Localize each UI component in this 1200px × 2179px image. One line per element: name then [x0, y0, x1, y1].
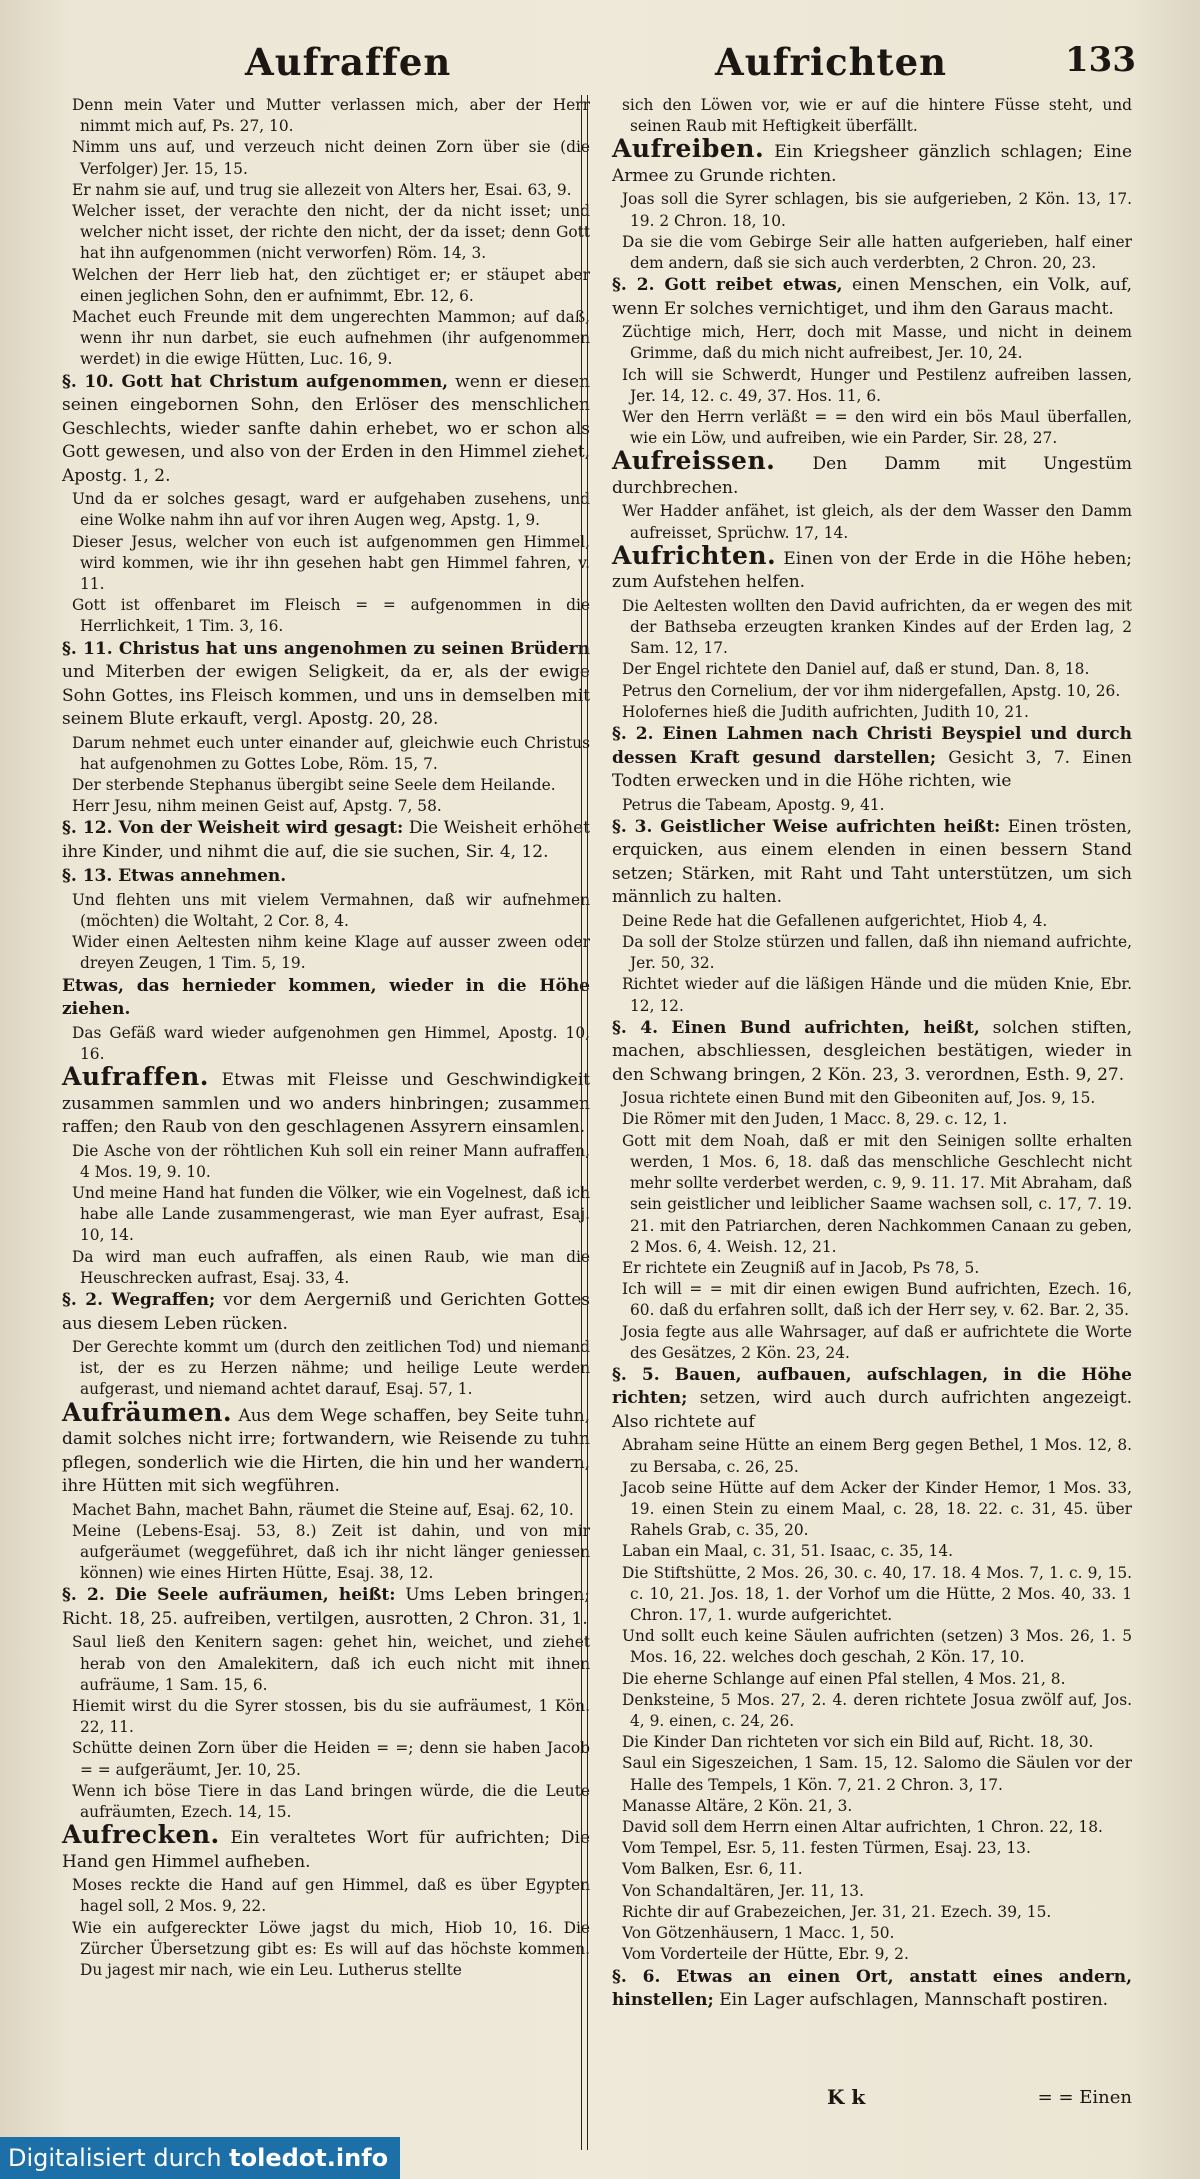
entry-text: Den Damm mit Ungestüm durchbrechen.: [612, 454, 1133, 498]
entry-text: Der Gerechte kommt um (durch den zeitlichen Tod) und niemand ist, der es zu Herzen nähme; und heilige Leute werden aufgerast, und niemand achtet darauf, Esaj. 57, 1.: [72, 1338, 590, 1399]
citation: [72, 1875, 590, 1917]
entry-paragraph: [62, 975, 590, 1022]
citation: [622, 932, 1132, 974]
citation: [72, 1696, 590, 1738]
entry-text: Da sie die vom Gebirge Seir alle hatten aufgerieben, half einer dem andern, daß sie sich auch verderbten, 2 Chron. 20, 23.: [622, 232, 1132, 273]
citation: [72, 1781, 590, 1823]
citation: [622, 1109, 1132, 1130]
entry-text: Joas soll die Syrer schlagen, bis sie aufgerieben, 2 Kön. 13, 17. 19. 2 Chron. 18, 10.: [622, 190, 1132, 230]
entry-text: Einen trösten, erquicken, aus einem elenden in einen bessern Stand setzen; Stärken, mit Raht und Taht unterstützen, um sich männlich zu halten.: [612, 816, 1132, 908]
entry-text: Ein Kriegsheer gänzlich schlagen; Eine Armee zu Grunde richten.: [612, 142, 1133, 186]
banner-prefix: Digitalisiert durch: [8, 2144, 230, 2172]
citation: [72, 1738, 590, 1780]
entry-text: Ums Leben bringen; Richt. 18, 25. aufreiben, vertilgen, ausrotten, 2 Chron. 31, 1.: [62, 1585, 590, 1629]
entry-text: Josia fegte aus alle Wahrsager, auf daß er aufrichtete die Worte des Gesätzes, 2 Kön. 23, 24.: [622, 1322, 1132, 1362]
citation: [622, 365, 1132, 407]
entry-paragraph: [62, 371, 590, 489]
citation: [72, 1918, 590, 1982]
entry-text: Und flehten uns mit vielem Vermahnen, daß wir aufnehmen (möchten) die Woltaht, 2 Cor. 8, 4.: [72, 890, 590, 931]
entry-text: Da soll der Stolze stürzen und fallen, daß ihn niemand aufrichte, Jer. 50, 32.: [622, 932, 1132, 973]
entry-paragraph: [62, 638, 590, 732]
entry-text: Züchtige mich, Herr, doch mit Masse, und nicht in deinem Grimme, daß du mich nicht aufreibest, Jer. 10, 24.: [622, 323, 1132, 363]
entry-text: Da wird man euch aufraffen, als einen Raub, wie man die Heuschrecken aufrast, Esaj. 33, 4.: [72, 1247, 590, 1287]
entry-text: Der Engel richtete den Daniel auf, daß er stund, Dan. 8, 18.: [622, 660, 1090, 679]
citation: [72, 1183, 590, 1247]
entry-text: Das Gefäß ward wieder aufgenohmen gen Himmel, Apostg. 10, 16.: [72, 1023, 590, 1063]
entry-paragraph: [612, 1966, 1132, 2013]
citation: [622, 1258, 1132, 1279]
section-heading: Etwas, das hernieder kommen, wieder in die Höhe ziehen.: [62, 975, 590, 1020]
entry-text: Jacob seine Hütte auf dem Acker der Kinder Hemor, 1 Mos. 33, 19. einen Stein zu einem Maal, c. 28, 18. 22. c. 31, 45. über Rahels Grab, c. 35, 20.: [622, 1478, 1132, 1540]
citation: [72, 201, 590, 265]
citation: [622, 1541, 1132, 1562]
entry-text: Er nahm sie auf, und trug sie allezeit von Alters her, Esai. 63, 9.: [72, 180, 572, 199]
citation: [622, 702, 1132, 723]
citation: [622, 1690, 1132, 1732]
entry-text: Schütte deinen Zorn über die Heiden = =; denn sie haben Jacob = = aufgeräumt, Jer. 10, 25.: [72, 1739, 590, 1779]
entry-text: Wider einen Aeltesten nihm keine Klage auf ausser zween oder dreyen Zeugen, 1 Tim. 5, 19.: [72, 933, 590, 973]
entry-text: Richtet wieder auf die läßigen Hände und die müden Knie, Ebr. 12, 12.: [622, 975, 1132, 1015]
entry-text: Die Römer mit den Juden, 1 Macc. 8, 29. c. 12, 1.: [622, 1110, 1008, 1129]
entry-text: Wenn ich böse Tiere in das Land bringen würde, die die Leute aufräumten, Ezech. 14, 15.: [72, 1781, 590, 1822]
citation: [622, 1322, 1132, 1364]
citation: [622, 322, 1132, 364]
entry-text: wenn er diesen seinen eingebornen Sohn, den Erlöser des menschlichen Geschlechts, wieder sanfte dahin erhebet, wo er schon als Gott gewesen, und also von der Erden in den Himmel ziehet, Apostg. 1, 2.: [62, 371, 590, 486]
entry-text: Dieser Jesus, welcher von euch ist aufgenommen gen Himmel, wird kommen, wie ihr ihn gesehen habt gen Himmel fahren, v. 11.: [72, 532, 590, 593]
entry-text: Machet Bahn, machet Bahn, räumet die Steine auf, Esaj. 62, 10.: [72, 1500, 574, 1519]
section-heading: §. 12. Von der Weisheit wird gesagt:: [62, 818, 404, 839]
entry-text: Darum nehmet euch unter einander auf, gleichwie euch Christus hat aufgenohmen zu Gottes Lobe, Röm. 15, 7.: [72, 733, 590, 773]
entry-headword: Aufreissen.: [612, 446, 776, 476]
entry-text: Der sterbende Stephanus übergibt seine Seele dem Heilande.: [72, 775, 556, 794]
signature-mark: K k: [827, 2085, 866, 2109]
entry-text: Aus dem Wege schaffen, bey Seite tuhn, damit solches nicht irre; fortwandern, wie Reisende zu tuhn pflegen, sonderlich wie die Hirten, die hin und her wandern, ihre Hütten mit sich wegführen.: [62, 1405, 590, 1497]
entry-paragraph: [612, 446, 1133, 500]
entry-text: Und meine Hand hat funden die Völker, wie ein Vogelnest, daß ich habe alle Lande zusammengerast, wie man Eyer aufrast, Esaj. 10, 14.: [72, 1184, 590, 1245]
citation: [622, 1944, 1132, 1965]
citation: [622, 1279, 1132, 1321]
entry-text: Deine Rede hat die Gefallenen aufgerichtet, Hiob 4, 4.: [622, 911, 1048, 930]
citation: [72, 775, 590, 796]
right-running-title: Aufrichten: [715, 40, 948, 84]
citation: [72, 532, 590, 596]
entry-text: Gott mit dem Noah, daß er mit den Seinigen sollte erhalten werden, 1 Mos. 6, 18. daß das menschliche Geschlecht nicht mehr sollte verderbet werden, c. 9, 9. 11. 17. Mit Abraham, daß sein geistlicher und leiblicher Saame wachsen soll, c. 17, 7. 19. 21. mit den Patriarchen, deren Nachkommen Canaan zu geben, 2 Mos. 6, 4. Weish. 12, 21.: [622, 1131, 1132, 1256]
entry-text: Die Aeltesten wollten den David aufrichten, da er wegen des mit der Bathseba erzeugten kranken Kindes auf der Erden lag, 2 Sam. 12, 17.: [622, 596, 1132, 658]
entry-paragraph: [612, 1017, 1132, 1088]
entry-text: Vom Balken, Esr. 6, 11.: [622, 1860, 803, 1879]
entry-paragraph: [612, 723, 1132, 794]
entry-text: Etwas mit Fleisse und Geschwindigkeit zusammen sammlen und wo anders hinbringen; zusammen raffen; den Raub von den geschlagenen Assyrern einsamlen.: [62, 1070, 590, 1138]
entry-text: Die eherne Schlange auf einen Pfal stellen, 4 Mos. 21, 8.: [622, 1669, 1066, 1688]
entry-paragraph: [612, 134, 1133, 188]
entry-text: Josua richtete einen Bund mit den Gibeoniten auf, Jos. 9, 15.: [622, 1089, 1096, 1108]
entry-text: Wer Hadder anfähet, ist gleich, als der dem Wasser den Damm aufreisset, Sprüchw. 17, 14.: [622, 502, 1132, 542]
entry-text: Welchen der Herr lieb hat, den züchtiget er; er stäupet aber einen jeglichen Sohn, den er aufnimmt, Ebr. 12, 6.: [72, 265, 590, 305]
entry-paragraph: [62, 1062, 590, 1140]
citation: [72, 890, 590, 932]
entry-text: Wer den Herrn verläßt = = den wird ein bös Maul überfallen, wie ein Löw, und aufreiben, wie ein Parder, Sir. 28, 27.: [622, 408, 1132, 448]
entry-text: Manasse Altäre, 2 Kön. 21, 3.: [622, 1796, 853, 1815]
citation: [622, 501, 1132, 543]
entry-text: Nimm uns auf, und verzeuch nicht deinen Zorn über sie (die Verfolger) Jer. 15, 15.: [72, 138, 590, 178]
citation: [622, 1131, 1132, 1258]
entry-paragraph: [612, 816, 1132, 910]
running-head: [60, 40, 1140, 90]
entry-text: Die Weisheit erhöhet ihre Kinder, und nihmt die auf, die sie suchen, Sir. 4, 12.: [62, 818, 590, 862]
banner-brand-link[interactable]: toledot.info: [229, 2144, 389, 2172]
entry-text: Laban ein Maal, c. 31, 51. Isaac, c. 35, 14.: [622, 1542, 954, 1561]
entry-text: Die Asche von der röhtlichen Kuh soll ein reiner Mann aufraffen, 4 Mos. 19, 9. 10.: [72, 1141, 590, 1181]
citation: [622, 1563, 1132, 1627]
citation: [622, 189, 1132, 231]
citation: [622, 1796, 1132, 1817]
citation: [72, 1521, 590, 1585]
entry-text: solchen stiften, machen, abschliessen, desgleichen bestätigen, wieder in den Schwang bringen, 2 Kön. 23, 3. verordnen, Esth. 9, 27.: [612, 1017, 1132, 1085]
entry-text: Ein Lager aufschlagen, Mannschaft postiren.: [719, 1990, 1109, 2010]
entry-text: Von Götzenhäusern, 1 Macc. 1, 50.: [622, 1924, 895, 1943]
entry-text: Denksteine, 5 Mos. 27, 2. 4. deren richtete Josua zwölf auf, Jos. 4, 9. einen, c. 24, 26.: [622, 1690, 1132, 1731]
left-text-column: [62, 95, 590, 1981]
entry-paragraph: [62, 1820, 591, 1874]
entry-paragraph: [62, 865, 590, 889]
citation: [622, 407, 1132, 449]
citation: [622, 596, 1132, 660]
citation: [622, 1626, 1132, 1668]
citation: [622, 659, 1132, 680]
section-heading: §. 6. Etwas an einen Ort, anstatt eines andern, hinstellen;: [612, 1966, 1132, 2010]
citation: [622, 1923, 1132, 1944]
entry-text: Gesicht 3, 7. Einen Todten erwecken und in die Höhe richten, wie: [612, 747, 1132, 792]
entry-text: Herr Jesu, nihm meinen Geist auf, Apstg. 7, 58.: [72, 797, 442, 816]
section-heading: §. 13. Etwas annehmen.: [62, 866, 287, 887]
entry-headword: Aufrichten.: [612, 540, 777, 570]
citation: [622, 1478, 1132, 1542]
citation: [72, 137, 590, 179]
citation: [622, 232, 1132, 274]
entry-text: Machet euch Freunde mit dem ungerechten Mammon; auf daß, wenn ihr nun darbet, sie euch aufnehmen (ihr aufgenommen werdet) in die ewige Hütten, Luc. 16, 9.: [72, 308, 590, 369]
catchword-line: [612, 2085, 1132, 2115]
citation: [72, 1023, 590, 1065]
citation: [622, 1088, 1132, 1109]
section-heading: §. 10. Gott hat Christum aufgenommen,: [62, 371, 449, 392]
citation: [622, 1838, 1132, 1859]
entry-text: Von Schandaltären, Jer. 11, 13.: [622, 1881, 864, 1900]
citation: [622, 1732, 1132, 1753]
entry-text: David soll dem Herrn einen Altar aufrichten, 1 Chron. 22, 18.: [622, 1818, 1103, 1837]
digitization-banner[interactable]: [0, 2137, 400, 2179]
citation: [622, 681, 1132, 702]
citation: [72, 595, 590, 637]
entry-headword: Aufreiben.: [612, 134, 765, 164]
section-heading: §. 4. Einen Bund aufrichten, heißt,: [612, 1017, 980, 1038]
citation: [72, 733, 590, 775]
entry-paragraph: [62, 1289, 590, 1336]
entry-text: Er richtete ein Zeugniß auf in Jacob, Ps 78, 5.: [622, 1258, 980, 1277]
section-heading: §. 3. Geistlicher Weise aufrichten heißt:: [612, 816, 1001, 837]
entry-text: Vom Tempel, Esr. 5, 11. festen Türmen, Esaj. 23, 13.: [622, 1839, 1031, 1858]
citation: [622, 1669, 1132, 1690]
entry-text: Saul ließ den Kenitern sagen: gehet hin, weichet, und ziehet herab von den Amalekitern, daß ich euch nicht mit ihnen aufräume, 1 Sam. 15, 6.: [72, 1633, 590, 1694]
entry-text: Meine (Lebens-Esaj. 53, 8.) Zeit ist dahin, und von mir aufgeräumet (weggeführet, daß ich ihr nicht länger geniessen können) wie eines Hirten Hütte, Esaj. 38, 12.: [72, 1521, 590, 1583]
entry-text: Petrus die Tabeam, Apostg. 9, 41.: [622, 795, 885, 814]
citation: [622, 911, 1132, 932]
left-running-title: Aufraffen: [245, 40, 452, 84]
citation: [72, 1141, 590, 1183]
entry-text: Einen von der Erde in die Höhe heben; zum Aufstehen helfen.: [612, 548, 1133, 593]
citation: [622, 1881, 1132, 1902]
citation: [72, 307, 590, 371]
citation: [622, 1859, 1132, 1880]
entry-text: Hiemit wirst du die Syrer stossen, bis du sie aufräumest, 1 Kön. 22, 11.: [72, 1697, 590, 1737]
entry-text: Ein veraltetes Wort für aufrichten; Die Hand gen Himmel aufheben.: [62, 1828, 591, 1872]
citation: [622, 1435, 1132, 1477]
entry-text: Und sollt euch keine Säulen aufrichten (setzen) 3 Mos. 26, 1. 5 Mos. 16, 22. welches doch geschah, 2 Kön. 17, 10.: [622, 1627, 1132, 1667]
entry-text: Ich will = = mit dir einen ewigen Bund aufrichten, Ezech. 16, 60. daß du erfahren sollt, daß ich der Herr sey, v. 62. Bar. 2, 35.: [622, 1280, 1132, 1320]
entry-text: vor dem Aergerniß und Gerichten Gottes aus diesem Leben rücken.: [62, 1290, 590, 1334]
page-number: 133: [1065, 40, 1136, 80]
section-heading: §. 11. Christus hat uns angenohmen zu seinen Brüdern: [62, 638, 590, 659]
entry-text: Denn mein Vater und Mutter verlassen mich, aber der Herr nimmt mich auf, Ps. 27, 10.: [72, 96, 590, 136]
citation: [72, 95, 590, 137]
entry-paragraph: [612, 1364, 1132, 1435]
entry-text: Saul ein Sigeszeichen, 1 Sam. 15, 12. Salomo die Säulen vor der Halle des Tempels, 1 Kön. 7, 21. 2 Chron. 3, 17.: [622, 1754, 1132, 1794]
entry-paragraph: [612, 540, 1133, 595]
entry-text: Ich will sie Schwerdt, Hunger und Pestilenz aufreiben lassen, Jer. 14, 12. c. 49, 37. Hos. 11, 6.: [622, 365, 1132, 405]
entry-paragraph: [612, 274, 1132, 321]
entry-text: einen Menschen, ein Volk, auf, wenn Er solches vernichtiget, und ihm den Garaus macht.: [612, 275, 1132, 319]
citation: [622, 974, 1132, 1016]
citation: [622, 795, 1132, 816]
entry-text: Und da er solches gesagt, ward er aufgehaben zusehens, und eine Wolke nahm ihn auf vor ihren Augen weg, Apstg. 1, 9.: [72, 490, 590, 530]
entry-headword: Aufraffen.: [62, 1062, 209, 1092]
entry-text: Richte dir auf Grabezeichen, Jer. 31, 21. Ezech. 39, 15.: [622, 1902, 1052, 1921]
entry-text: setzen, wird auch durch aufrichten angezeigt. Also richtete auf: [612, 1388, 1132, 1432]
entry-text: Abraham seine Hütte an einem Berg gegen Bethel, 1 Mos. 12, 8. zu Bersaba, c. 26, 25.: [622, 1436, 1132, 1476]
entry-paragraph: [62, 1584, 590, 1631]
entry-text: Holofernes hieß die Judith aufrichten, Judith 10, 21.: [622, 702, 1029, 721]
section-heading: §. 2. Die Seele aufräumen, heißt:: [62, 1585, 396, 1606]
citation: [72, 1247, 590, 1289]
entry-paragraph: [62, 817, 590, 864]
entry-paragraph: [62, 1397, 590, 1499]
section-heading: §. 5. Bauen, aufbauen, aufschlagen, in die Höhe richten;: [612, 1364, 1132, 1409]
column-divider: [581, 95, 588, 2150]
entry-text: und Miterben der ewigen Seligkeit, da er, als der ewige Sohn Gottes, ins Fleisch kommen, und uns in demselben mit seinem Blute erkauft, vergl. Apostg. 20, 28.: [62, 662, 590, 730]
entry-text: Gott ist offenbaret im Fleisch = = aufgenommen in die Herrlichkeit, 1 Tim. 3, 16.: [72, 596, 590, 636]
catchword: = = Einen: [1037, 2087, 1132, 2108]
section-heading: §. 2. Wegraffen;: [62, 1290, 216, 1311]
entry-text: Vom Vorderteile der Hütte, Ebr. 9, 2.: [622, 1945, 909, 1964]
citation: [72, 489, 590, 531]
entry-headword: Aufrecken.: [62, 1820, 220, 1850]
citation: [72, 265, 590, 307]
citation: [622, 1902, 1132, 1923]
entry-text: sich den Löwen vor, wie er auf die hintere Füsse steht, und seinen Raub mit Heftigkeit überfällt.: [622, 96, 1132, 136]
citation: [622, 1817, 1132, 1838]
citation: [622, 1753, 1132, 1795]
citation: [622, 95, 1132, 137]
citation: [72, 1500, 590, 1521]
entry-headword: Aufräumen.: [62, 1397, 233, 1427]
section-heading: §. 2. Einen Lahmen nach Christi Beyspiel und durch dessen Kraft gesund darstellen;: [612, 724, 1132, 768]
citation: [72, 180, 590, 201]
section-heading: §. 2. Gott reibet etwas,: [612, 275, 843, 296]
entry-text: Die Stiftshütte, 2 Mos. 26, 30. c. 40, 17. 18. 4 Mos. 7, 1. c. 9, 15. c. 10, 21. Jos. 18, 1. der Vorhof um die Hütte, 2 Mos. 40, 33. 1 Chron. 17, 1. wurde aufgerichtet.: [622, 1563, 1132, 1625]
entry-text: Die Kinder Dan richteten vor sich ein Bild auf, Richt. 18, 30.: [622, 1733, 1094, 1752]
citation: [72, 1337, 590, 1401]
citation: [72, 932, 590, 974]
entry-text: Moses reckte die Hand auf gen Himmel, daß es über Egypten hagel soll, 2 Mos. 9, 22.: [72, 1876, 590, 1916]
entry-text: Wie ein aufgereckter Löwe jagst du mich, Hiob 10, 16. Die Zürcher Übersetzung gibt es: Es will auf das höchste kommen. Du jagest mir nach, wie ein Leu. Lutherus stellte: [72, 1918, 590, 1980]
entry-text: Petrus den Cornelium, der vor ihm nidergefallen, Apstg. 10, 26.: [622, 681, 1121, 700]
citation: [72, 1632, 590, 1696]
citation: [72, 796, 590, 817]
entry-text: Welcher isset, der verachte den nicht, der da nicht isset; und welcher nicht isset, der richte den nicht, der da isset; denn Gott hat ihn aufgenommen (nicht verworfen) Röm. 14, 3.: [72, 202, 590, 263]
right-text-column: [612, 95, 1132, 2014]
